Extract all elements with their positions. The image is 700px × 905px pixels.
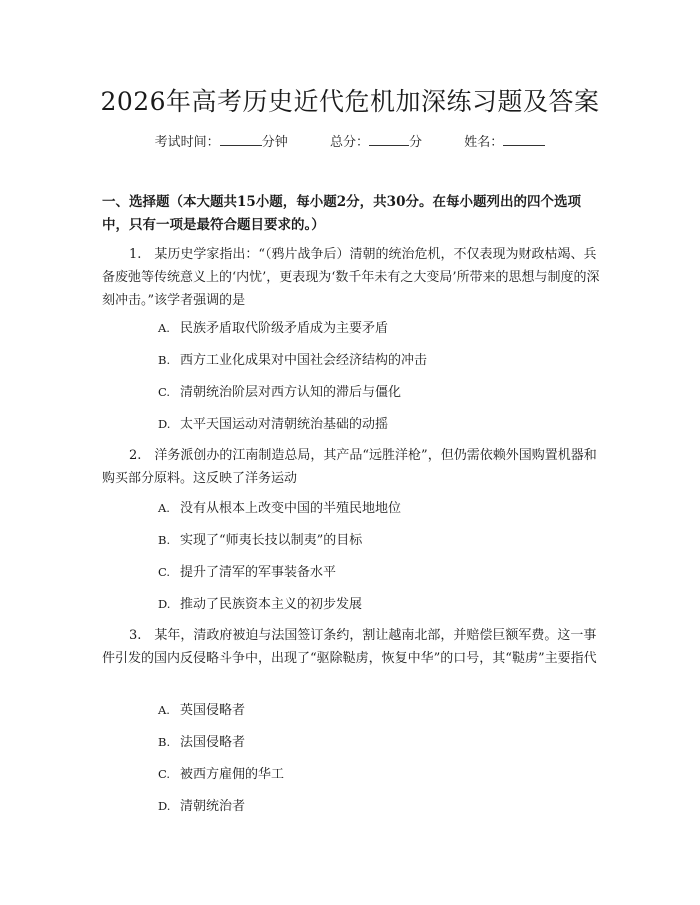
option-c[interactable] xyxy=(158,763,284,782)
time-blank[interactable] xyxy=(220,133,262,146)
option-b[interactable] xyxy=(158,731,245,750)
option-d[interactable] xyxy=(158,593,362,612)
option-b[interactable] xyxy=(158,529,362,548)
option-text: 被西方雇佣的华工 xyxy=(180,767,285,782)
option-text: 太平天国运动对清朝统治基础的动摇 xyxy=(180,417,389,432)
option-c[interactable] xyxy=(158,561,336,580)
option-letter: D. xyxy=(158,799,171,813)
option-text: 推动了民族资本主义的初步发展 xyxy=(180,597,363,612)
question-stem: 3. 某年，清政府被迫与法国签订条约，割让越南北部，并赔偿巨额军费。这一事件引发的国内反侵略斗争中，出现了“驱除鞑虏，恢复中华”的口号，其“鞑虏”主要指代 xyxy=(102,628,597,666)
option-d[interactable] xyxy=(158,413,388,432)
option-text: 法国侵略者 xyxy=(180,735,246,750)
score-blank[interactable] xyxy=(369,133,409,146)
option-a[interactable] xyxy=(158,699,245,718)
option-a[interactable] xyxy=(158,317,388,336)
option-text: 清朝统治者 xyxy=(180,799,246,814)
time-label: 考试时间： xyxy=(154,135,220,150)
page-title: 2026年高考历史近代危机加深练习题及答案 xyxy=(100,87,600,116)
option-letter: C. xyxy=(158,385,171,399)
name-blank[interactable] xyxy=(503,133,545,146)
option-d[interactable] xyxy=(158,795,245,814)
option-text: 没有从根本上改变中国的半殖民地地位 xyxy=(180,501,402,516)
name-label: 姓名： xyxy=(464,135,504,150)
option-c[interactable] xyxy=(158,381,401,400)
question-stem: 2. 洋务派创办的江南制造总局，其产品“远胜洋枪”，但仍需依赖外国购置机器和购买部分原料。这反映了洋务运动 xyxy=(102,448,597,486)
option-b[interactable] xyxy=(158,349,427,368)
option-text: 英国侵略者 xyxy=(180,703,246,718)
time-unit: 分钟 xyxy=(261,135,288,150)
exam-meta-line xyxy=(0,131,700,150)
option-letter: C. xyxy=(158,767,171,781)
option-letter: D. xyxy=(158,597,171,611)
score-unit: 分 xyxy=(409,135,423,150)
option-text: 西方工业化成果对中国社会经济结构的冲击 xyxy=(180,353,428,368)
question-stem: 1. 某历史学家指出：“（鸦片战争后）清朝的统治危机，不仅表现为财政枯竭、兵备废弛等传统意义上的‘内忧’，更表现为‘数千年未有之大变局’所带来的思想与制度的深刻冲击。”该学者强调的是 xyxy=(102,247,600,308)
option-letter: A. xyxy=(158,501,170,515)
section-heading: 一、选择题（本大题共15小题，每小题2分，共30分。在每小题列出的四个选项中，只有一项是最符合题目要求的。） xyxy=(102,194,581,233)
option-letter: B. xyxy=(158,533,171,547)
score-label: 总分： xyxy=(329,135,369,150)
option-letter: A. xyxy=(158,321,170,335)
option-text: 实现了“师夷长技以制夷”的目标 xyxy=(180,533,363,548)
option-letter: B. xyxy=(158,735,171,749)
option-text: 民族矛盾取代阶级矛盾成为主要矛盾 xyxy=(180,321,389,336)
option-a[interactable] xyxy=(158,497,401,516)
option-letter: B. xyxy=(158,353,171,367)
option-text: 提升了清军的军事装备水平 xyxy=(180,565,337,580)
option-letter: D. xyxy=(158,417,171,431)
option-letter: C. xyxy=(158,565,171,579)
option-letter: A. xyxy=(158,703,170,717)
option-text: 清朝统治阶层对西方认知的滞后与僵化 xyxy=(180,385,402,400)
